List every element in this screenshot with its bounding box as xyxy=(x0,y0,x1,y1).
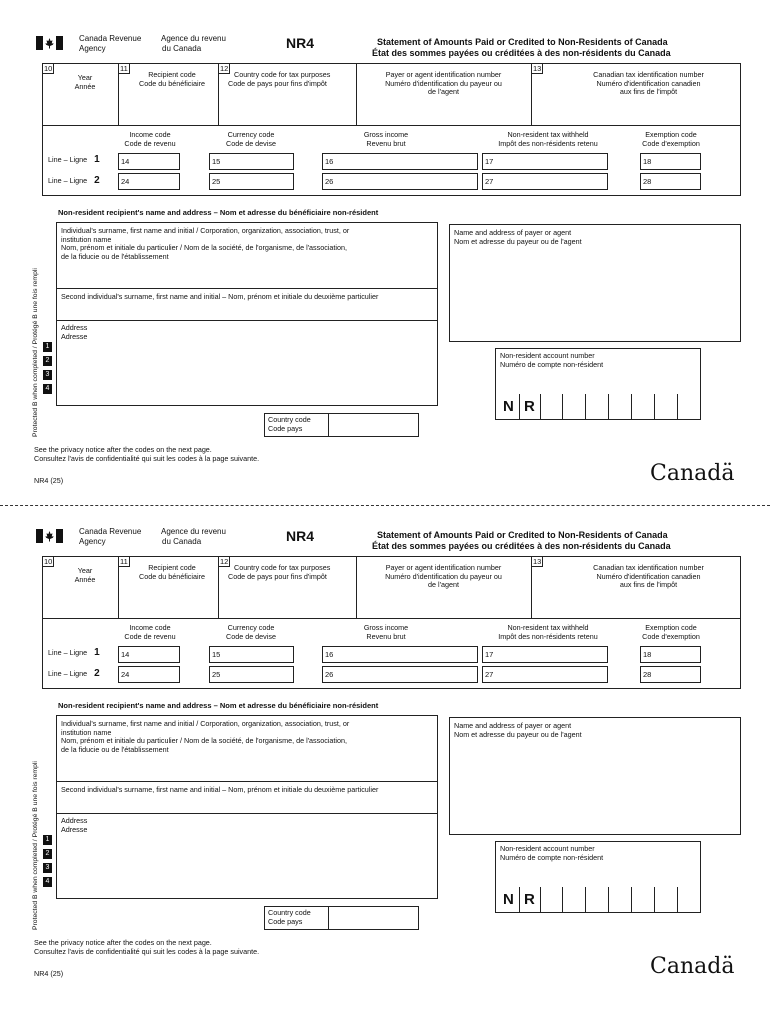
year-label: Year Année xyxy=(74,73,96,91)
copy-tab-4: 4 xyxy=(43,877,52,887)
box-number: 12 xyxy=(220,64,229,73)
recipient-name-label: Individual's surname, first name and initial / Corporation, organization, association, trust, or institution name Nom, prénom et initiale du particulier / Nom de la société, de l'organisme, de l'association, de la fiducie ou de l'établissement xyxy=(61,719,350,754)
tax-withheld-header: Non-resident tax withheld Impôt des non-résidents retenu xyxy=(498,623,598,641)
copy-tab-1: 1 xyxy=(43,835,52,845)
form-version: NR4 (25) xyxy=(34,969,64,978)
exemption-code-line-1[interactable]: 18 xyxy=(640,153,701,170)
exemption-code-header: Exemption code Code d'exemption xyxy=(642,130,700,148)
payer-input[interactable] xyxy=(453,248,737,338)
address-input[interactable] xyxy=(60,344,434,402)
payer-label: Name and address of payer or agent Nom et adresse du payeur ou de l'agent xyxy=(454,228,582,246)
form-version: NR4 (25) xyxy=(34,476,64,485)
box-number: 13 xyxy=(533,557,542,566)
income-code-line-1[interactable]: 14 xyxy=(118,153,180,170)
recipient-code-input[interactable] xyxy=(122,95,214,117)
canada-wordmark: Canadä xyxy=(650,461,735,486)
copy-tab-1: 1 xyxy=(43,342,52,352)
recipient-heading: Non-resident recipient's name and address – Nom et adresse du bénéficiaire non-résident xyxy=(58,208,379,217)
income-code-line-1[interactable]: 14 xyxy=(118,646,180,663)
country-code-label: Country code Code pays xyxy=(268,415,311,433)
recipient-code-label: Recipient code Code du bénéficiaire xyxy=(139,563,205,581)
box-number: 11 xyxy=(120,557,128,566)
account-number-field[interactable] xyxy=(495,394,701,420)
address-input[interactable] xyxy=(60,837,434,895)
gross-income-line-1[interactable]: 16 xyxy=(322,153,478,170)
line-1-label: Line – Ligne 1 xyxy=(48,154,100,165)
form-title-fr: État des sommes payées ou créditées à des non-résidents du Canada xyxy=(372,541,671,551)
box-number: 10 xyxy=(44,557,53,566)
form-title-en: Statement of Amounts Paid or Credited to Non-Residents of Canada xyxy=(377,37,668,47)
privacy-notice: See the privacy notice after the codes on the next page. Consultez l'avis de confidentialité qui suit les codes à la page suivante. xyxy=(34,445,260,463)
account-number-field[interactable] xyxy=(495,887,701,913)
payer-id-label: Payer or agent identification number Numéro d'identification du payeur ou de l'agent xyxy=(385,70,502,97)
box-number: 11 xyxy=(120,64,128,73)
canada-wordmark: Canadä xyxy=(650,954,735,979)
address-label: Address Adresse xyxy=(61,323,88,341)
cdn-tax-id-label: Canadian tax identification number Numéro d'identification canadien aux fins de l'impôt xyxy=(593,563,704,590)
income-code-line-2[interactable]: 24 xyxy=(118,173,180,190)
country-code-input[interactable] xyxy=(222,95,352,117)
exemption-code-header: Exemption code Code d'exemption xyxy=(642,623,700,641)
account-prefix-n: N xyxy=(503,891,514,908)
year-input[interactable] xyxy=(60,95,112,117)
agency-name-fr: Agence du revenu du Canada xyxy=(161,34,226,53)
form-title-en: Statement of Amounts Paid or Credited to Non-Residents of Canada xyxy=(377,530,668,540)
country-code-label: Country code for tax purposes Code de pays pour fins d'impôt xyxy=(228,70,331,88)
cdn-tax-id-input[interactable] xyxy=(556,102,736,122)
currency-code-header: Currency code Code de devise xyxy=(226,623,276,641)
copy-tab-2: 2 xyxy=(43,849,52,859)
gross-income-line-2[interactable]: 26 xyxy=(322,666,478,683)
form-title-fr: État des sommes payées ou créditées à des non-résidents du Canada xyxy=(372,48,671,58)
second-individual-input[interactable] xyxy=(60,796,434,810)
privacy-notice: See the privacy notice after the codes on the next page. Consultez l'avis de confidentialité qui suit les codes à la page suivante. xyxy=(34,938,260,956)
recipient-name-input[interactable] xyxy=(60,265,434,285)
form-code: NR4 xyxy=(286,35,315,51)
currency-code-line-1[interactable]: 15 xyxy=(209,153,294,170)
currency-code-line-1[interactable]: 15 xyxy=(209,646,294,663)
account-number-label: Non-resident account number Numéro de compte non-résident xyxy=(500,844,604,862)
payer-id-input[interactable] xyxy=(360,102,527,122)
canada-flag-icon xyxy=(36,529,63,543)
recipient-name-label: Individual's surname, first name and initial / Corporation, organization, association, trust, or institution name Nom, prénom et initiale du particulier / Nom de la société, de l'organisme, de l'association, de la fiducie ou de l'établissement xyxy=(61,226,350,261)
box-number: 12 xyxy=(220,557,229,566)
copy-tab-4: 4 xyxy=(43,384,52,394)
line-2-label: Line – Ligne 2 xyxy=(48,175,100,186)
recipient-code-input[interactable] xyxy=(122,588,214,610)
agency-name-en: Canada Revenue Agency xyxy=(79,34,142,53)
agency-name-en: Canada Revenue Agency xyxy=(79,527,142,546)
line-1-label: Line – Ligne 1 xyxy=(48,647,100,658)
form-code: NR4 xyxy=(286,528,315,544)
exemption-code-line-2[interactable]: 28 xyxy=(640,666,701,683)
tax-withheld-line-1[interactable]: 17 xyxy=(482,646,608,663)
account-prefix-r: R xyxy=(524,891,535,908)
payer-id-label: Payer or agent identification number Numéro d'identification du payeur ou de l'agent xyxy=(385,563,502,590)
exemption-code-line-2[interactable]: 28 xyxy=(640,173,701,190)
slip-copy-bottom xyxy=(0,493,770,983)
payer-id-input[interactable] xyxy=(360,595,527,615)
second-individual-label: Second individual's surname, first name and initial – Nom, prénom et initiale du deuxième particulier xyxy=(61,292,379,301)
box-number: 13 xyxy=(533,64,542,73)
copy-tab-3: 3 xyxy=(43,863,52,873)
income-code-line-2[interactable]: 24 xyxy=(118,666,180,683)
address-label: Address Adresse xyxy=(61,816,88,834)
canada-flag-icon xyxy=(36,36,63,50)
second-individual-input[interactable] xyxy=(60,303,434,317)
income-code-header: Income code Code de revenu xyxy=(124,130,176,148)
recipient-heading: Non-resident recipient's name and address – Nom et adresse du bénéficiaire non-résident xyxy=(58,701,379,710)
protected-b-label: Protected B when completed / Protégé B une fois rempli xyxy=(32,761,39,930)
box-number: 10 xyxy=(44,64,53,73)
recipient-name-input[interactable] xyxy=(60,758,434,778)
currency-code-line-2[interactable]: 25 xyxy=(209,173,294,190)
country-code-label: Country code Code pays xyxy=(268,908,311,926)
year-label: Year Année xyxy=(74,566,96,584)
gross-income-line-1[interactable]: 16 xyxy=(322,646,478,663)
country-code-field[interactable] xyxy=(328,906,419,930)
exemption-code-line-1[interactable]: 18 xyxy=(640,646,701,663)
tax-withheld-line-2[interactable]: 27 xyxy=(482,666,608,683)
country-code-label: Country code for tax purposes Code de pays pour fins d'impôt xyxy=(228,563,331,581)
country-code-field[interactable] xyxy=(328,413,419,437)
line-2-label: Line – Ligne 2 xyxy=(48,668,100,679)
copy-tab-3: 3 xyxy=(43,370,52,380)
country-code-input[interactable] xyxy=(222,588,352,610)
copy-tab-2: 2 xyxy=(43,356,52,366)
year-input[interactable] xyxy=(60,588,112,610)
recipient-code-label: Recipient code Code du bénéficiaire xyxy=(139,70,205,88)
slip-copy-top xyxy=(0,0,770,490)
currency-code-line-2[interactable]: 25 xyxy=(209,666,294,683)
account-number-label: Non-resident account number Numéro de compte non-résident xyxy=(500,351,604,369)
gross-income-header: Gross income Revenu brut xyxy=(363,623,409,641)
account-prefix-r: R xyxy=(524,398,535,415)
agency-name-fr: Agence du revenu du Canada xyxy=(161,527,226,546)
cdn-tax-id-input[interactable] xyxy=(556,595,736,615)
tax-withheld-header: Non-resident tax withheld Impôt des non-résidents retenu xyxy=(498,130,598,148)
protected-b-label: Protected B when completed / Protégé B une fois rempli xyxy=(32,268,39,437)
gross-income-header: Gross income Revenu brut xyxy=(363,130,409,148)
gross-income-line-2[interactable]: 26 xyxy=(322,173,478,190)
cdn-tax-id-label: Canadian tax identification number Numéro d'identification canadien aux fins de l'impôt xyxy=(593,70,704,97)
account-prefix-n: N xyxy=(503,398,514,415)
currency-code-header: Currency code Code de devise xyxy=(226,130,276,148)
second-individual-label: Second individual's surname, first name and initial – Nom, prénom et initiale du deuxième particulier xyxy=(61,785,379,794)
tax-withheld-line-2[interactable]: 27 xyxy=(482,173,608,190)
income-code-header: Income code Code de revenu xyxy=(124,623,176,641)
payer-input[interactable] xyxy=(453,741,737,831)
payer-label: Name and address of payer or agent Nom et adresse du payeur ou de l'agent xyxy=(454,721,582,739)
tax-withheld-line-1[interactable]: 17 xyxy=(482,153,608,170)
